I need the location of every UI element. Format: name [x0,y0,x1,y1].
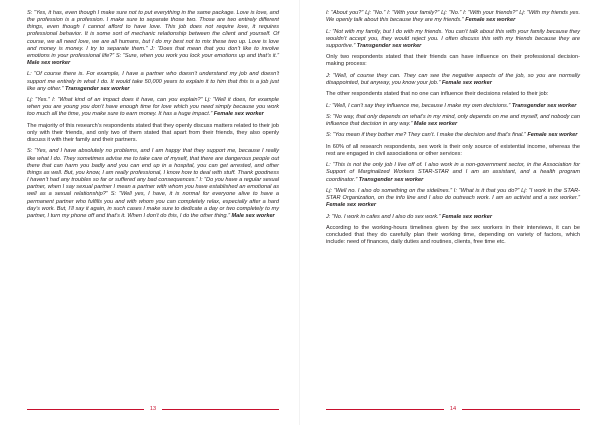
interview-quote [326,214,580,221]
paragraph-text: S: “No way, that only depends on what’s in my mind, only depends on me and myself, and nobody can influence that decision in any way.” [326,113,580,127]
paragraph-text: J: “No. I work in cafes and I also do sex work.” [326,213,441,220]
body-paragraph [326,225,580,246]
paragraph-text: S: “Yes, and I have absolutely no problems, and I am happy that they support me, because I really like what I do. They sometimes advise me to take care of myself, that there are dangerous people out there that can harm you badly and you can end up in a hospital, you can get arrested, and other things as well. But, you know, I am really professional, I know how to deal with stuff. Thank goodness I haven’t had any troubles so far or suffered any bad consequences.” I: “Do you have a regular sexual partner, when I say sexual partner I mean a partner with whom you have established an emotional as well as a sexual relationship?” S: “Well yes, I have, it is normal for everyone alive to have a permanent partner who fulfills you and with whom you can completely relax, especially after a hard day’s work. But, I’ll say it again, in such cases I make sure to dedicate a day or two completely to my partner, I turn my phone off and that’s it. When I don’t do this, I do the other thing.” [27,148,279,219]
paragraph-text: L: “Of course there is. For example, I have a partner who doesn’t understand my job and doesn’t support me entirely in what I do. It would take 50,000 years to explain it to him that this is a job just like any other.” [27,71,279,92]
paragraph-text: S: “Yes, it has, even though I make sure not to put everything in the same package. Love is love, and the profession is a profession. I make sure to separate those two. Those are two entirely different things, even though I cannot afford to have love. This job does not require love, it requires professional behavior. It is some sort of mechanic relationship between the client and yourself. Of course, we all need love, we are all humans, but I do my best not to mix these two up. Love is love and money is money. I try to separate them.” J: “Does that mean that you don’t like to involve emotions in your professional life?” S: “Sure, when you work you lock your emotions up and that’s it.” [27,10,279,59]
speaker-label: Female sex worker [441,213,493,220]
interview-quote [27,97,279,118]
paragraph-text: J: “Well, of course they can. They can see the negative aspects of the job, so you are normally disappointed, but anyway, you know your job.” [326,72,580,86]
paragraph-text: The other respondents stated that no one can influence their decisions related to their job: [326,91,549,98]
interview-quote [27,71,279,92]
interview-quote [27,10,279,67]
right-page-content [326,10,580,251]
interview-quote [27,148,279,220]
speaker-label: Male sex worker [27,60,71,67]
speaker-label: Male sex worker [413,121,458,127]
left-page-number: 13 [144,405,162,413]
speaker-label: Female sex worker [441,79,492,86]
interview-quote [326,188,580,209]
paragraph-text: Only two respondents stated that their friends can have influence on their professional decision-making process: [326,54,580,68]
right-page-number: 14 [444,405,462,413]
speaker-label: Female sex worker [326,202,377,209]
speaker-label: Female sex worker [213,111,264,118]
speaker-label: Female sex worker [465,17,516,24]
interview-quote [326,162,580,183]
speaker-label: Male sex worker [231,212,275,219]
paragraph-text: L: “Well, I can’t say they influence me, because I make my own decisions.” [326,102,511,109]
interview-quote [326,114,580,128]
interview-quote [326,29,580,50]
paragraph-text: According to the working-hours timelines given by the sex workers in their interviews, it can be concluded that they do carefully plan their working time, depending on variety of factors, which include: need of finances, daily duties and routines, clients, free time etc. [326,224,580,246]
right-page [300,0,600,425]
paragraph-text: I: “About you?” Lj: “No.” I: “With your family?” Lj: “No.” I: “With your friends?” Lj: “With my friends yes. We openly talk about this because they are my friends.” [326,10,580,24]
interview-quote [326,73,580,87]
interview-quote [326,132,580,139]
paragraph-text: L: “Not with my family, but I do with my friends. You can’t talk about this with your family because they wouldn’t accept you, they would reject you. I often discuss this with my friends because they are supportive.” [326,28,580,49]
paragraph-text: In 60% of all research respondents, sex work is their only source of existential income, whereas the rest are engaged in civil associations or other services: [326,143,580,157]
interview-quote [326,10,580,24]
paragraph-text: S: “You mean if they bother me? They can’t. I make the decision and that’s final.” [326,132,526,139]
speaker-label: Transgender sex worker [511,102,577,109]
body-paragraph [326,54,580,68]
speaker-label: Transgender sex worker [358,176,424,183]
paragraph-text: Lj: “Yes.” I: “What kind of an impact does it have, can you explain?” Lj: “Well it does, for example when you are young you don’t have enough time for love which you need simply because you work too much all the time, you make sure to earn money. It has a huge impact.” [27,97,279,118]
body-paragraph [326,144,580,158]
left-page-content [27,10,279,224]
speaker-label: Female sex worker [527,132,578,139]
speaker-label: Transgender sex worker [356,42,422,49]
interview-quote [326,103,580,110]
speaker-label: Transgender sex worker [65,85,130,92]
body-paragraph [326,91,580,98]
body-paragraph [27,123,279,144]
paragraph-text: Lj: “Well no. I also do something on the sidelines.” I: “What is it that you do?” Lj: “I work in the STAR-STAR Organization, on the info line and I also do outreach work. I am an activist and a sex worker.” [326,187,580,201]
paragraph-text: The majority of this research’s respondents stated that they openly discuss matters related to their job only with their friends, and only two of them stated that apart from their friends, they also openly discuss it with their family and their partners. [27,122,279,144]
paragraph-text: L: “This is not the only job I live off of. I also work in a non-government sector, in the Association for Support of Marginalized Workers STAR-STAR and I am an assistant, and a health program coordinator.” [326,162,580,183]
